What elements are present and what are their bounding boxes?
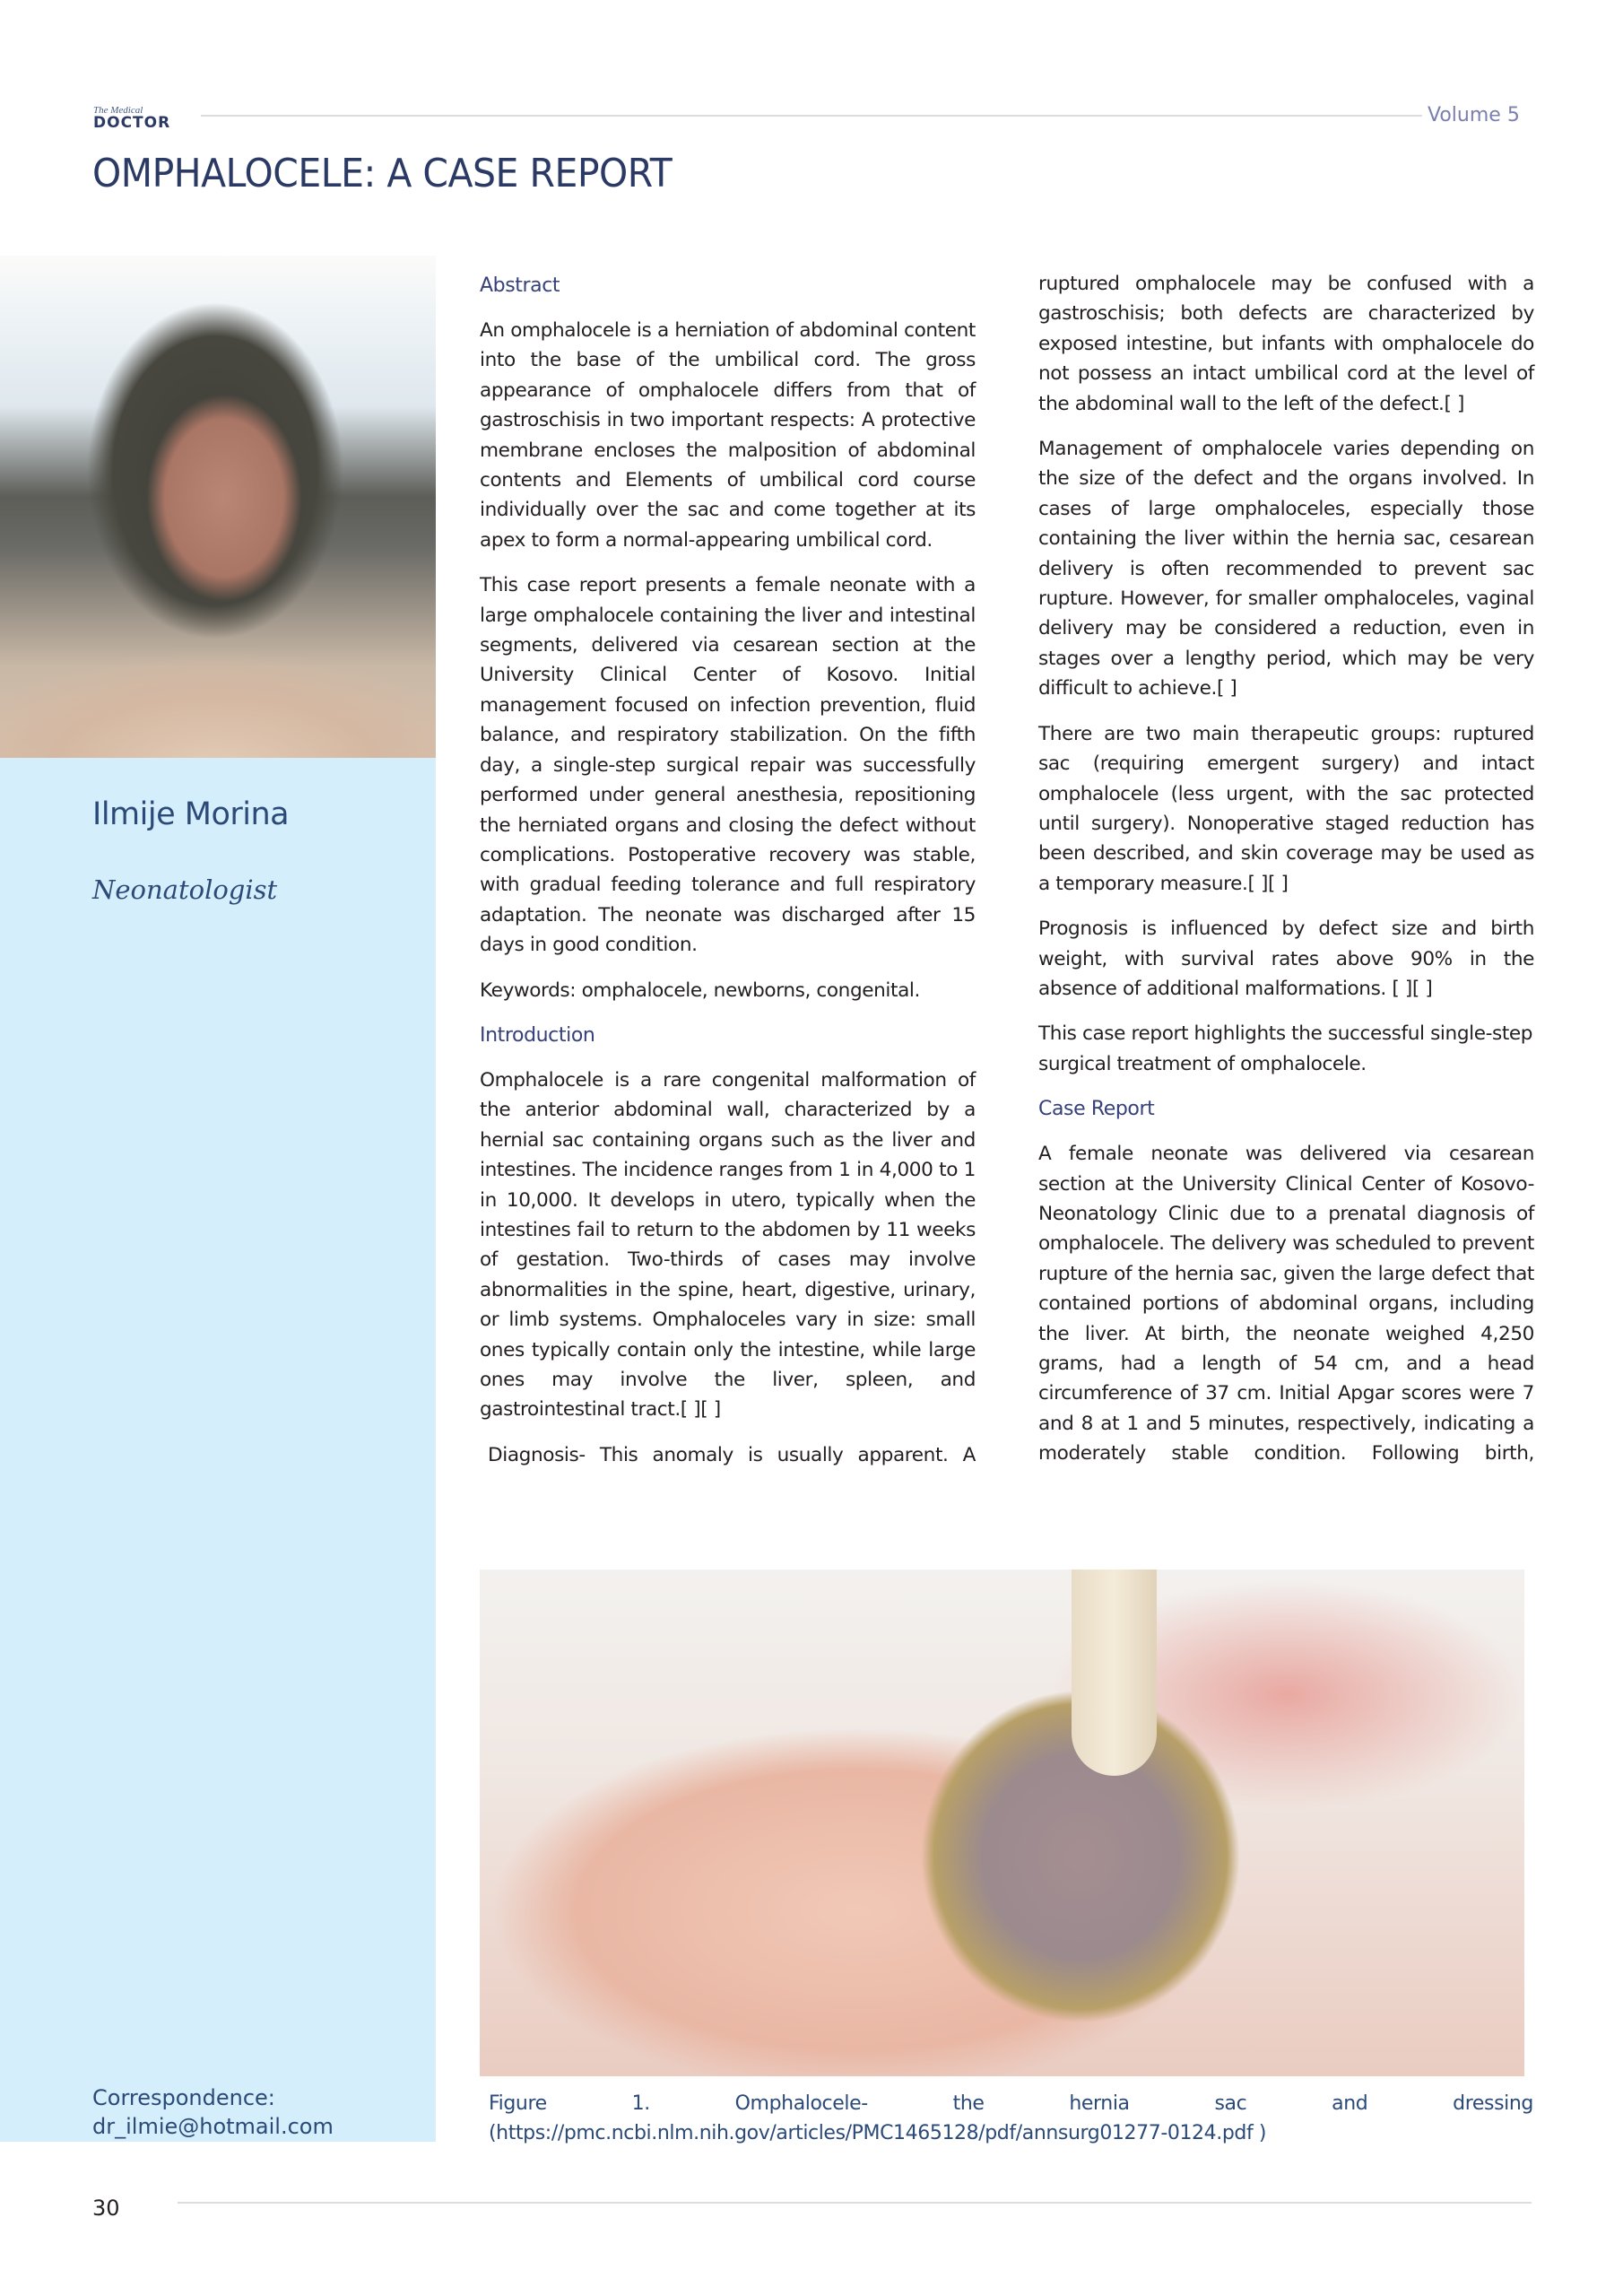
right-paragraph-4: Prognosis is influenced by defect size and birth weight, with survival rates above 90% in the absence of additional malformations. [ ][ ]	[1038, 918, 1534, 1000]
case-report-heading: Case Report	[1038, 1098, 1155, 1121]
abstract-heading: Abstract	[480, 274, 560, 297]
right-text-column	[1038, 269, 1534, 1484]
correspondence	[92, 2083, 334, 2141]
logo-wordmark: DOCTOR	[93, 114, 171, 132]
left-text-column	[480, 271, 976, 1485]
introduction-heading: Introduction	[480, 1023, 595, 1047]
logo-subtitle: The Medical	[93, 105, 143, 116]
author-name: Ilmije Morina	[92, 796, 290, 832]
right-paragraph-2: Management of omphalocele varies depending on the size of the defect and the organs involved. In cases of large omphaloceles, especially those containing the liver within the hernia sac, cesarean delivery is often recommended to prevent sac rupture. However, for smaller omphaloceles, vaginal delivery may be considered a reduction, even in stages over a lengthy period, which may be very difficult to achieve.[ ]	[1038, 438, 1534, 700]
figure-1-image	[480, 1570, 1524, 2076]
volume-label: Volume 5	[1428, 104, 1520, 126]
page-number: 30	[92, 2196, 120, 2221]
right-paragraph-1: ruptured omphalocele may be confused with a gastroschisis; both defects are characterized by exposed intestine, but infants with omphalocele do not possess an intact umbilical cord at the level of the abdominal wall to the left of the defect.[ ]	[1038, 273, 1534, 415]
figure-1-caption: Figure 1. Omphalocele- the hernia sac and dressing (https://pmc.ncbi.nlm.nih.gov/articles/PMC1465128/pdf/annsurg01277-0124.pdf )	[489, 2092, 1533, 2144]
figure-image-detail	[1072, 1570, 1157, 1776]
introduction-paragraph-1: Omphalocele is a rare congenital malformation of the anterior abdominal wall, characterized by a hernial sac containing organs such as the liver and intestines. The incidence ranges from 1 in 4,000 to 1 in 10,000. It develops in utero, typically when the intestines fail to return to the abdomen by 11 weeks of gestation. Two-thirds of cases may involve abnormalities in the spine, heart, digestive, urinary, or limb systems. Omphaloceles vary in size: small ones typically contain only the intestine, while large ones may involve the liver, spleen, and gastrointestinal tract.[ ][ ]	[480, 1068, 976, 1422]
author-photo	[0, 256, 436, 758]
right-paragraph-5: This case report highlights the successful single-step surgical treatment of omphalocele.	[1038, 1022, 1533, 1075]
author-sidebar	[0, 758, 436, 2142]
abstract-paragraph-2: This case report presents a female neonate with a large omphalocele containing the liver and intestinal segments, delivered via cesarean section at the University Clinical Center of Kosovo. Initial management focused on infection prevention, fluid balance, and respiratory stabilization. On the fifth day, a single-step surgical repair was successfully performed under general anesthesia, repositioning the herniated organs and closing the defect without complications. Postoperative recovery was stable, with gradual feeding tolerance and full respiratory adaptation. The neonate was discharged after 15 days in good condition.	[480, 574, 976, 957]
header-divider	[201, 115, 1422, 117]
footer-divider	[178, 2202, 1532, 2204]
author-email[interactable]: dr_ilmie@hotmail.com	[92, 2114, 334, 2139]
right-paragraph-3: There are two main therapeutic groups: ruptured sac (requiring emergent surgery) and intact omphalocele (less urgent, with the sac protected until surgery). Nonoperative staged reduction has been described, and skin coverage may be used as a temporary measure.[ ][ ]	[1038, 722, 1534, 895]
abstract-paragraph-1: An omphalocele is a herniation of abdominal content into the base of the umbilical cord. The gross appearance of omphalocele differs from that of gastroschisis in two important respects: A protective membrane encloses the malposition of abdominal contents and Elements of umbilical cord course individually over the sac and come together at its apex to form a normal-appearing umbilical cord.	[480, 319, 976, 552]
case-report-paragraph-1: A female neonate was delivered via cesarean section at the University Clinical Center of Kosovo- Neonatology Clinic due to a prenatal diagnosis of omphalocele. The delivery was scheduled to prevent rupture of the hernia sac, given the large defect that contained portions of abdominal organs, including the liver. At birth, the neonate weighed 4,250 grams, had a length of 54 cm, and a head circumference of 37 cm. Initial Apgar scores were 7 and 8 at 1 and 5 minutes, respectively, indicating a moderately stable condition. Following birth,	[1038, 1143, 1534, 1465]
author-photo-detail	[0, 641, 436, 758]
author-role: Neonatologist	[92, 874, 278, 905]
page-title: OMPHALOCELE: A CASE REPORT	[92, 151, 673, 196]
journal-logo	[93, 106, 192, 131]
keywords: Keywords: omphalocele, newborns, congenital.	[480, 978, 920, 1002]
introduction-paragraph-2: Diagnosis- This anomaly is usually apparent. A	[488, 1443, 976, 1466]
correspondence-label: Correspondence:	[92, 2085, 275, 2110]
